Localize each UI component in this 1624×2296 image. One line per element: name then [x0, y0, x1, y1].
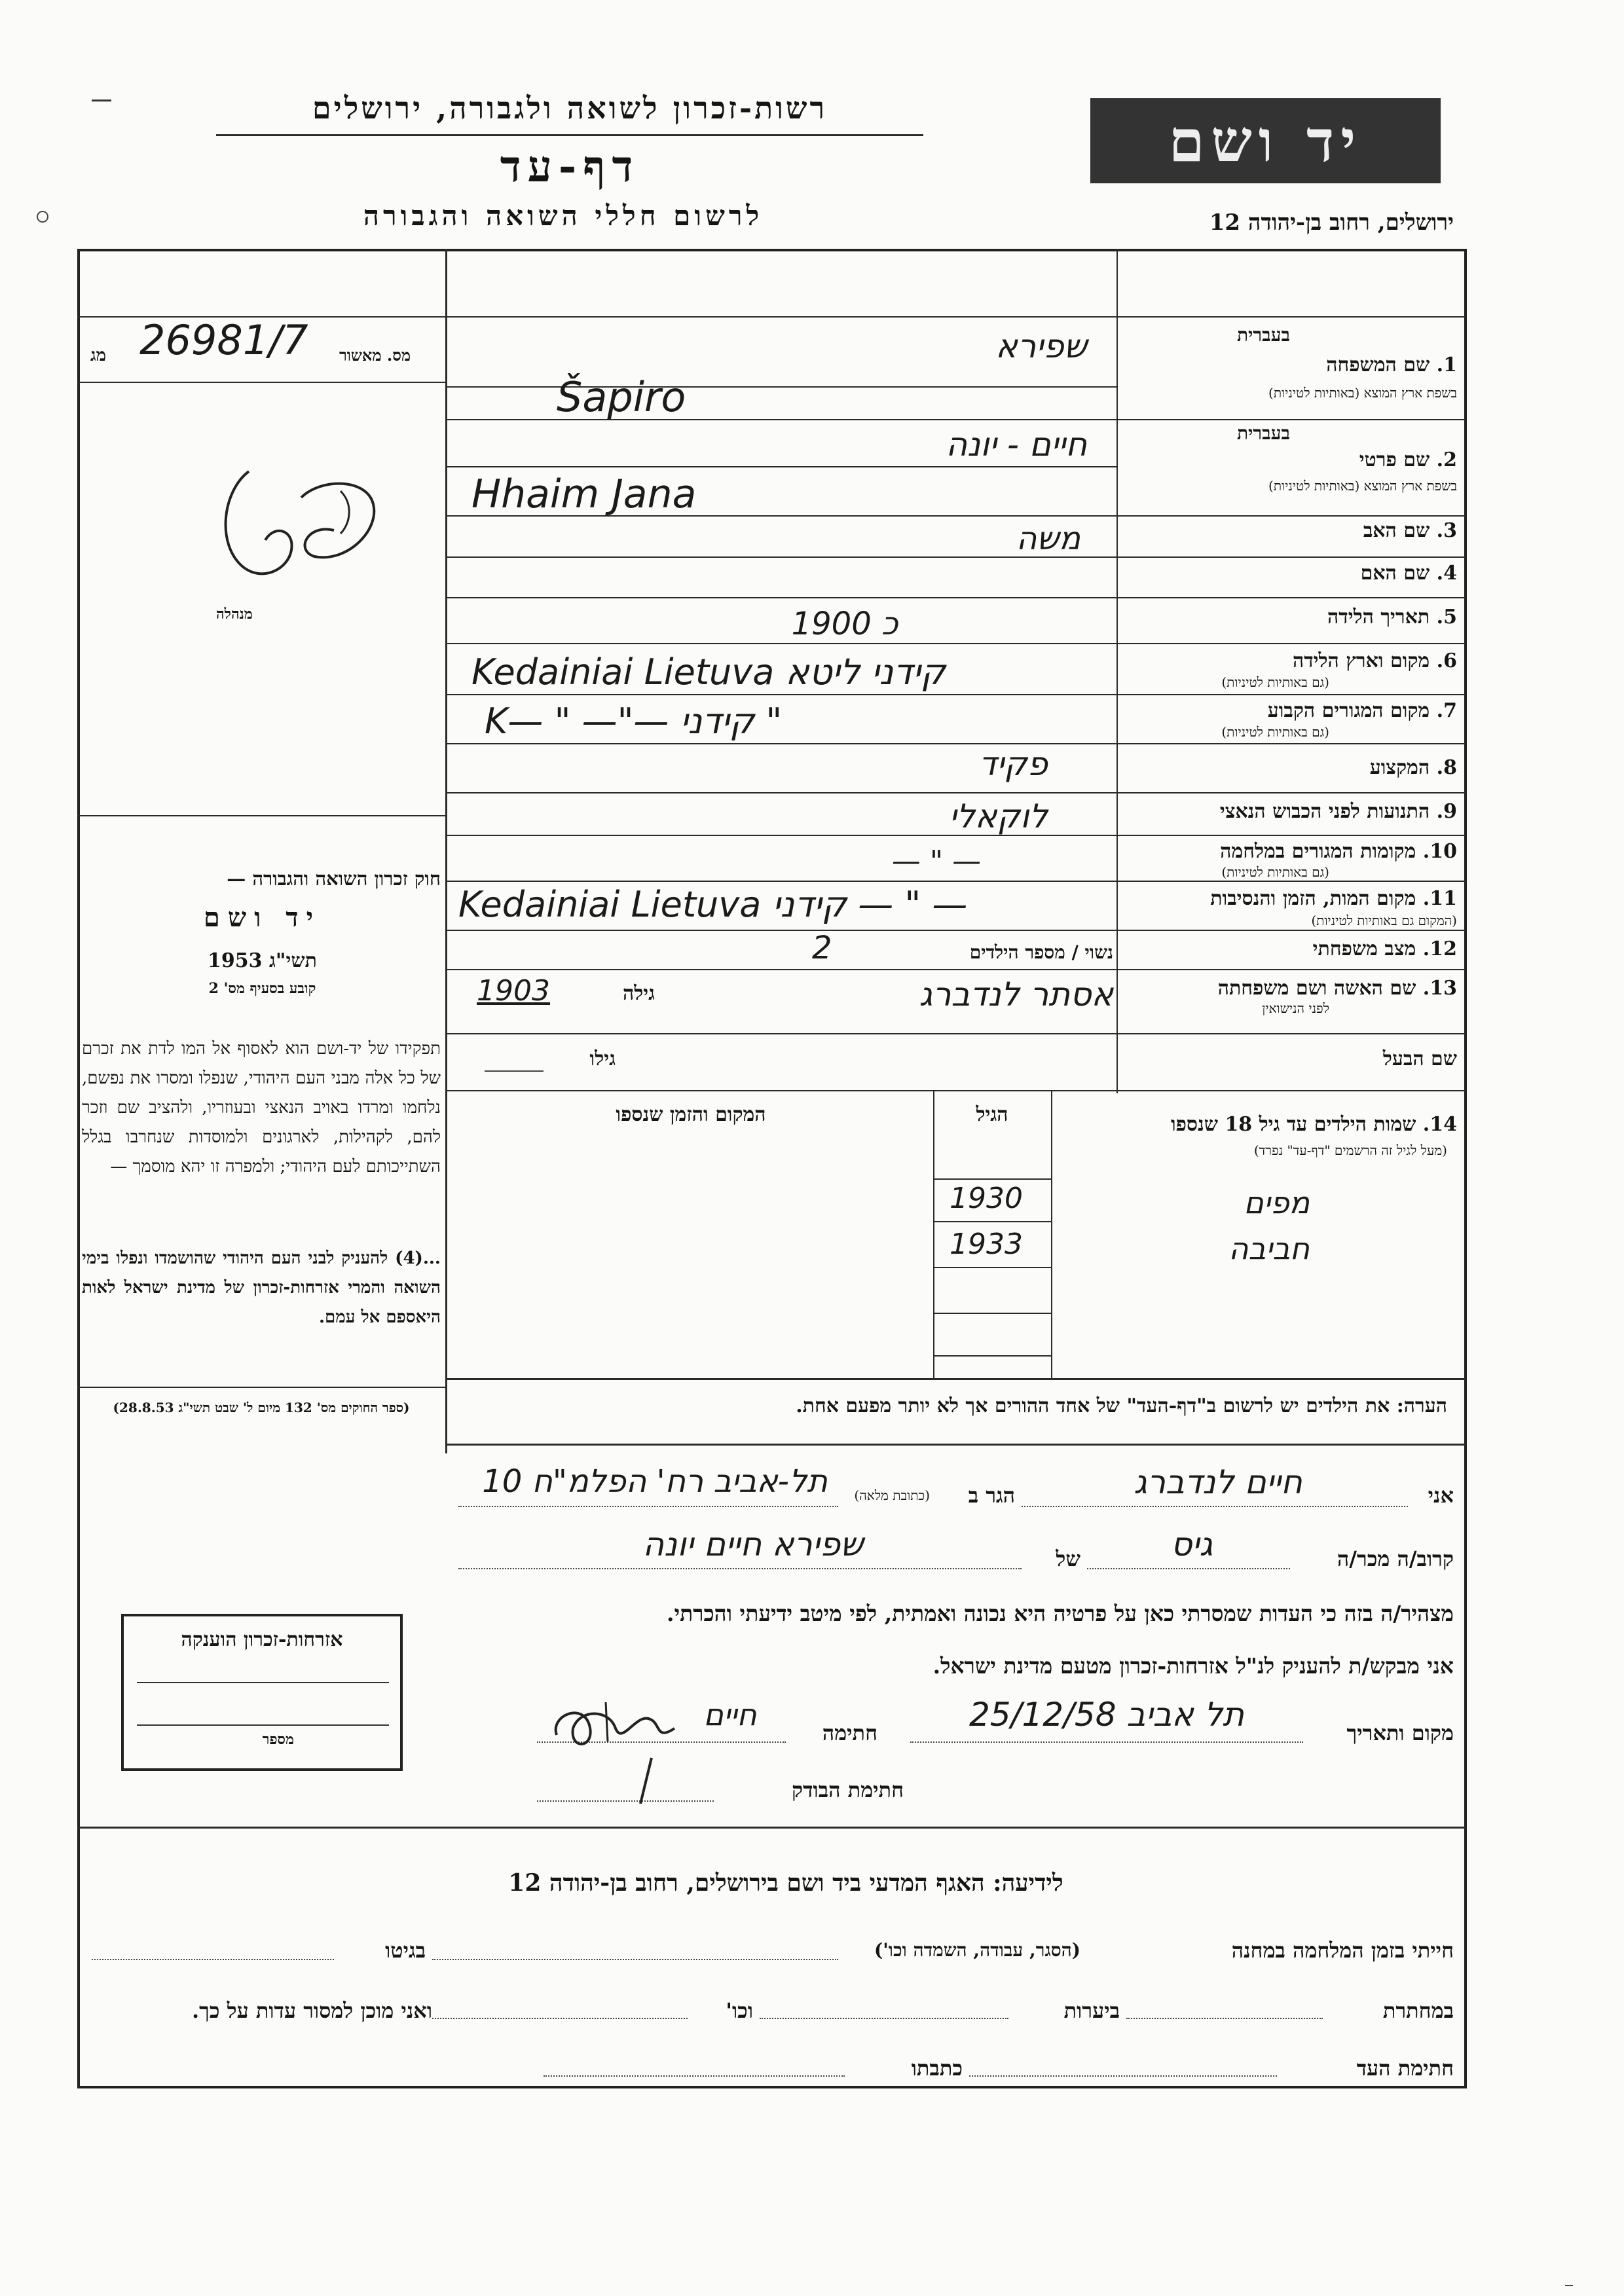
wife-name-value: אסתר לנדברג	[919, 975, 1113, 1013]
decl-of-value: שפירא חיים יונה	[642, 1525, 864, 1563]
field-7-label	[1268, 699, 1457, 722]
children-col-age: הגיל	[976, 1103, 1008, 1126]
decl-checker-label: חתימת הבודק	[792, 1777, 904, 1802]
field-1-label	[1326, 354, 1457, 376]
decl-relative-value: גיס	[1170, 1525, 1213, 1563]
husband-label: שם הבעל	[1382, 1048, 1457, 1070]
field-8-number: 8.	[1436, 756, 1457, 779]
footer-line2-dots-1	[1126, 2018, 1323, 2019]
approval-label: מס. מאשור	[339, 346, 411, 365]
children-title	[1171, 1113, 1457, 1136]
footer-line2-dots-3	[432, 2018, 688, 2019]
field-2-hebrew-tag: בעברית	[1236, 422, 1290, 444]
field-1-value-he: שפירא	[995, 327, 1087, 365]
field-3-label	[1363, 519, 1457, 542]
field-3-number: 3.	[1436, 519, 1457, 542]
wife-age-value: 1903	[477, 974, 550, 1008]
field-13-note: לפני הנישואין	[1262, 1000, 1329, 1016]
husband-age-label: גילו	[589, 1048, 616, 1070]
field-4-label-text: שם האם	[1360, 562, 1430, 585]
field-6-value: Kedainiai Lietuva קידני ליטא	[471, 651, 946, 693]
decl-signature-label: חתימה	[822, 1721, 877, 1745]
field-2-value-latin: Hhaim Jana	[471, 471, 697, 517]
field-7-note: (גם באותיות לטיניות)	[1221, 724, 1329, 740]
row-line	[445, 930, 1467, 931]
decl-address-note: (כתובת מלאה)	[854, 1487, 930, 1503]
footer-line3-mid: כתבתו	[911, 2056, 963, 2081]
decl-relative-line	[1087, 1568, 1290, 1569]
law-logo: יד ושם	[203, 902, 322, 933]
header-address: ירושלים, רחוב בן-יהודה 12	[1209, 210, 1454, 236]
footer-line1-note: (הסגר, עבודה, השמדה וכו')	[874, 1939, 1080, 1961]
field-1-note: בשפת ארץ המוצא (באותיות לטיניות)	[1268, 385, 1457, 401]
stamp-signature	[210, 452, 393, 589]
field-2-label	[1359, 448, 1457, 471]
approval-number: 26981/7	[139, 316, 308, 364]
children-col-place: המקום והזמן שנספו	[616, 1103, 766, 1126]
certificate-line-2	[137, 1724, 389, 1726]
row-line	[445, 792, 1467, 793]
child-2-name: חביבה	[1228, 1231, 1310, 1266]
field-7-number: 7.	[1436, 699, 1457, 722]
decl-i-line	[1022, 1506, 1408, 1507]
decl-address-line	[458, 1506, 838, 1507]
decl-i-value: חיים לנדברג	[1134, 1463, 1302, 1501]
certificate-number-label: מספר	[262, 1731, 294, 1748]
field-6-note: (גם באותיות לטיניות)	[1221, 674, 1329, 690]
row-line	[445, 386, 1116, 388]
husband-age-line	[485, 1070, 544, 1072]
children-title-text: שמות הילדים עד גיל 18 שנספו	[1170, 1113, 1416, 1136]
field-3-label-text: שם האב	[1363, 519, 1430, 542]
form-title: דף-עד	[500, 141, 640, 192]
footer-line2-mid2: וכו'	[726, 1998, 753, 2023]
authority-title: רשות-זכרון לשואה ולגבורה, ירושלים	[312, 90, 828, 126]
field-9-number: 9.	[1436, 800, 1457, 823]
row-line	[445, 1033, 1467, 1034]
decl-resides-label: הגר ב	[968, 1483, 1015, 1508]
footer-line1-label: חייתי בזמן המלחמה במחנה	[1231, 1938, 1454, 1963]
left-column-divider	[445, 249, 447, 1453]
approval-line	[77, 382, 445, 383]
field-1-label-text: שם המשפחה	[1326, 354, 1430, 376]
decl-place-date-line	[910, 1741, 1303, 1743]
children-col-divider-1	[933, 1090, 934, 1378]
footer-line3-dots-1	[969, 2075, 1277, 2077]
field-10-value: — " —	[891, 845, 982, 878]
field-4-label	[1361, 562, 1457, 585]
children-count-label: נשוי / מספר הילדים	[969, 941, 1113, 963]
field-12-label-text: מצב משפחתי	[1312, 938, 1416, 960]
footer-line2-dots-2	[760, 2018, 1008, 2019]
footer-line1-dots	[432, 1959, 838, 1960]
row-line	[445, 743, 1467, 744]
child-1-name: מפים	[1244, 1185, 1310, 1220]
field-11-note: (המקום גם באותיות לטיניות)	[1311, 913, 1457, 928]
field-12-label	[1313, 938, 1457, 960]
row-line	[933, 1355, 1051, 1357]
yad-vashem-logo	[1090, 98, 1441, 183]
certificate-box	[121, 1614, 403, 1771]
row-line	[933, 1267, 1051, 1268]
row-line	[445, 694, 1467, 695]
decl-checker-line	[537, 1800, 714, 1802]
law-clause: קובע בסעיף מס' 2	[208, 980, 316, 997]
field-12-number: 12.	[1422, 938, 1457, 960]
footer-line3-dots-2	[544, 2075, 845, 2077]
row-line	[933, 1221, 1051, 1222]
field-6-number: 6.	[1436, 649, 1457, 672]
field-8-value: פקיד	[978, 745, 1048, 783]
row-line	[445, 643, 1467, 644]
row-line	[445, 597, 1467, 598]
children-number: 14.	[1422, 1113, 1457, 1136]
decl-place-date-label: מקום ותאריך	[1346, 1721, 1454, 1745]
field-11-value: Kedainiai Lietuva קידני — " —	[458, 884, 968, 925]
field-10-note: (גם באותיות לטיניות)	[1221, 864, 1329, 880]
authority-underline	[216, 134, 923, 136]
decl-signature	[544, 1689, 688, 1761]
approval-box	[77, 316, 445, 382]
law-top-line	[77, 815, 445, 816]
law-title: חוק זכרון השואה והגבורה —	[227, 867, 441, 890]
field-9-label	[1220, 800, 1457, 823]
law-bottom-line	[77, 1387, 445, 1388]
field-2-note: בשפת ארץ המוצא (באותיות לטיניות)	[1268, 478, 1457, 494]
decl-signer-value: חיים	[703, 1697, 757, 1732]
field-13-label-text: שם האשה ושם משפחתה	[1217, 977, 1416, 1000]
law-year: תשי"ג 1953	[208, 949, 317, 972]
field-9-value: לוקאלי	[949, 797, 1048, 835]
child-2-age: 1933	[950, 1228, 1023, 1261]
field-9-label-text: התנועות לפני הכבוש הנאצי	[1219, 800, 1430, 823]
footer-line2-mid1: ביערות	[1063, 1998, 1120, 2023]
field-6-label-text: מקום וארץ הלידה	[1292, 649, 1430, 672]
field-2-number: 2.	[1436, 448, 1457, 471]
decl-address-value: תל-אביב רח' הפלמ"ח 10	[482, 1463, 828, 1500]
logo-text: יד ושם	[1168, 107, 1363, 175]
field-5-number: 5.	[1436, 606, 1457, 629]
label-column-divider	[1116, 249, 1118, 1093]
corner-mark	[1565, 2285, 1573, 2286]
row-line	[445, 1090, 1467, 1091]
footer-line2-label: במחתרת	[1382, 1998, 1454, 2023]
field-7-value: K— " —"— קידני "	[485, 701, 783, 742]
field-1-number: 1.	[1436, 354, 1457, 376]
field-1-hebrew-tag: בעברית	[1236, 324, 1290, 346]
field-5-label-text: תאריך הלידה	[1327, 606, 1430, 629]
row-line	[445, 881, 1467, 882]
field-10-number: 10.	[1422, 840, 1457, 863]
field-11-label	[1210, 887, 1457, 910]
footer-notice: לידיעה: האגף המדעי ביד ושם בירושלים, רחוב בן-יהודה 12	[508, 1869, 1063, 1897]
field-10-label	[1220, 840, 1457, 863]
children-note: (מעל לגיל זה הרשמים "דף-עד" נפרד)	[1253, 1142, 1447, 1158]
footer-top-line	[77, 1827, 1467, 1829]
child-1-age: 1930	[950, 1182, 1023, 1215]
remark-text: הערה: את הילדים יש לרשום ב"דף-העד" של אחד ההורים אך לא יותר מפעם אחת.	[796, 1394, 1447, 1417]
field-8-label-text: המקצוע	[1369, 756, 1430, 779]
field-13-number: 13.	[1422, 977, 1457, 1000]
field-11-number: 11.	[1422, 887, 1457, 910]
law-text: תפקידו של יד-ושם הוא לאסוף אל המו לדת את זכרם של כל אלה מבני העם היהודי, שנפלו ומסרו את נפשם, נלחמו ומרדו באויב הנאצי ובעוזריו, ולהציב שם וזכר להם, לקהילות, לארגונים ולמוסדות שנחרבו בגלל השתייכותם לעם היהודי; ולמפרה זו יהא מוסמך —	[82, 1039, 441, 1176]
decl-of-label: של	[1056, 1546, 1080, 1571]
field-4-number: 4.	[1436, 562, 1457, 585]
footer-line1-end: בגיטו	[385, 1938, 426, 1963]
row-line	[933, 1313, 1051, 1314]
field-11-label-text: מקום המות, הזמן והנסיבות	[1210, 887, 1416, 910]
field-1-value-latin: Šapiro	[557, 373, 686, 421]
decl-statement-2: אני מבקש/ת להעניק לנ"ל אזרחות-זכרון מטעם מדינת ישראל.	[932, 1653, 1454, 1679]
footer-line3-label: חתימת העד	[1356, 2056, 1454, 2081]
decl-statement-1: מצהיר/ה בזה כי העדות שמסרתי כאן על פרטיה היא נכונה ואמתית, לפי מיטב ידיעתי והכרתי.	[667, 1601, 1454, 1626]
children-count-value: 2	[812, 930, 832, 966]
field-3-value: משה	[1016, 520, 1080, 557]
law-source: (ספר החוקים מס' 132 מיום ל' שבט תשי"ג 28.8.53)	[113, 1400, 410, 1415]
row-line	[933, 1178, 1051, 1180]
decl-place-date-value: תל אביב 25/12/58	[969, 1696, 1245, 1734]
checker-mark	[629, 1755, 661, 1807]
children-col-divider-2	[1051, 1090, 1052, 1378]
footer-line2-end: ואני מוכן למסור עדות על כך.	[191, 1998, 432, 2023]
footer-line1-dots-2	[92, 1959, 334, 1960]
field-2-value-he: חיים - יונה	[946, 426, 1087, 464]
decl-relative-label: קרוב/ה מכר/ה	[1337, 1546, 1454, 1571]
hole-punch-mark	[37, 211, 48, 223]
field-10-label-text: מקומות המגורים במלחמה	[1220, 840, 1416, 863]
margin-mark	[92, 100, 111, 101]
approval-suffix: מג	[90, 346, 106, 365]
field-7-label-text: מקום המגורים הקבוע	[1267, 699, 1430, 722]
field-8-label	[1370, 756, 1457, 779]
law-text-2: ...(4) להעניק לבני העם היהודי שהושמדו ונפלו בימי השואה והמרי אזרחות-זכרון של מדינת ישראל לאות היאספם אל עמם.	[82, 1248, 441, 1327]
certificate-title: אזרחות-זכרון הוענקה	[181, 1628, 343, 1651]
field-6-label	[1293, 649, 1457, 672]
decl-of-line	[458, 1568, 1022, 1569]
field-5-value: כ 1900	[791, 606, 898, 642]
remark-top-line	[445, 1378, 1467, 1380]
remark-bottom-line	[445, 1444, 1467, 1446]
row-line	[445, 969, 1467, 970]
field-13-label	[1218, 977, 1457, 1000]
field-2-label-text: שם פרטי	[1359, 448, 1430, 471]
stamp-caption: מנהלה	[216, 606, 253, 623]
wife-age-label: גילה	[622, 982, 655, 1005]
decl-i-label: אני	[1428, 1483, 1454, 1508]
certificate-line-1	[137, 1682, 389, 1683]
row-line	[445, 466, 1116, 467]
field-5-label	[1327, 606, 1457, 629]
form-subtitle: לרשום חללי השואה והגבורה	[363, 200, 764, 232]
